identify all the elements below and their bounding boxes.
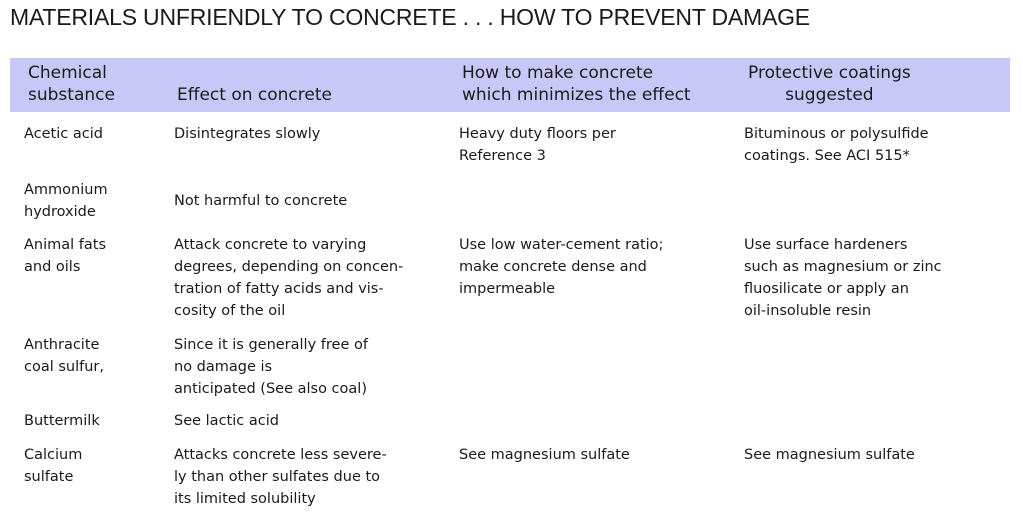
- cell-substance: [24, 444, 82, 488]
- cell-effect: [174, 123, 320, 145]
- cell-line: such as magnesium or zinc: [744, 259, 942, 275]
- cell-line: cosity of the oil: [174, 303, 286, 319]
- cell-line: Attacks concrete less severe-: [174, 447, 387, 463]
- cell-substance: [24, 334, 104, 378]
- cell-line: Not harmful to concrete: [174, 193, 348, 209]
- header-coatings-line: Protective coatings: [748, 63, 911, 83]
- cell-line: Buttermilk: [24, 413, 100, 429]
- cell-substance: [24, 123, 103, 145]
- cell-line: Acetic acid: [24, 126, 103, 142]
- cell-line: See magnesium sulfate: [459, 447, 630, 463]
- cell-line: its limited solubility: [174, 491, 316, 507]
- cell-line: Attack concrete to varying: [174, 237, 367, 253]
- header-substance-line: substance: [28, 85, 115, 105]
- cell-line: Disintegrates slowly: [174, 126, 321, 142]
- cell-line: See lactic acid: [174, 413, 279, 429]
- page-title: MATERIALS UNFRIENDLY TO CONCRETE . . . HOW TO PREVENT DAMAGE: [10, 4, 810, 30]
- cell-effect: [174, 444, 387, 510]
- cell-coatings: [744, 444, 915, 466]
- cell-line: Reference 3: [459, 148, 546, 164]
- cell-line: impermeable: [459, 281, 556, 297]
- cell-effect: [174, 190, 347, 212]
- header-minimize: [462, 62, 691, 106]
- cell-line: Ammonium: [24, 182, 108, 198]
- header-effect-line: Effect on concrete: [177, 85, 332, 105]
- cell-line: degrees, depending on concen-: [174, 259, 404, 275]
- cell-line: Heavy duty floors per: [459, 126, 616, 142]
- header-coatings-line: suggested: [785, 85, 874, 105]
- header-minimize-line: which minimizes the effect: [462, 85, 691, 105]
- cell-line: Bituminous or polysulfide: [744, 126, 929, 142]
- cell-line: Calcium: [24, 447, 83, 463]
- cell-line: Since it is generally free of: [174, 337, 368, 353]
- cell-minimize: [459, 444, 630, 466]
- cell-line: anticipated (See also coal): [174, 381, 367, 397]
- header-substance-line: Chemical: [28, 63, 107, 83]
- cell-line: Use low water-cement ratio;: [459, 237, 664, 253]
- cell-line: Animal fats: [24, 237, 107, 253]
- cell-coatings: [744, 234, 942, 322]
- cell-effect: [174, 334, 368, 400]
- cell-substance: [24, 234, 106, 278]
- cell-line: Use surface hardeners: [744, 237, 908, 253]
- cell-minimize: [459, 234, 663, 300]
- cell-line: coal sulfur,: [24, 359, 105, 375]
- cell-line: tration of fatty acids and vis-: [174, 281, 384, 297]
- cell-line: Anthracite: [24, 337, 100, 353]
- header-minimize-line: How to make concrete: [462, 63, 654, 83]
- cell-coatings: [744, 123, 929, 167]
- cell-line: sulfate: [24, 469, 74, 485]
- cell-minimize: [459, 123, 616, 167]
- cell-line: See magnesium sulfate: [744, 447, 915, 463]
- cell-line: oil-insoluble resin: [744, 303, 872, 319]
- cell-substance: [24, 410, 100, 432]
- cell-line: no damage is: [174, 359, 273, 375]
- header-coatings: [748, 62, 911, 106]
- cell-effect: [174, 234, 403, 322]
- cell-line: make concrete dense and: [459, 259, 647, 275]
- header-substance: [28, 62, 115, 106]
- cell-line: fluosilicate or apply an: [744, 281, 909, 297]
- cell-substance: [24, 179, 108, 223]
- cell-line: ly than other sulfates due to: [174, 469, 381, 485]
- header-effect: [177, 84, 332, 106]
- cell-effect: [174, 410, 279, 432]
- cell-line: hydroxide: [24, 204, 96, 220]
- cell-line: coatings. See ACI 515*: [744, 148, 910, 164]
- cell-line: and oils: [24, 259, 81, 275]
